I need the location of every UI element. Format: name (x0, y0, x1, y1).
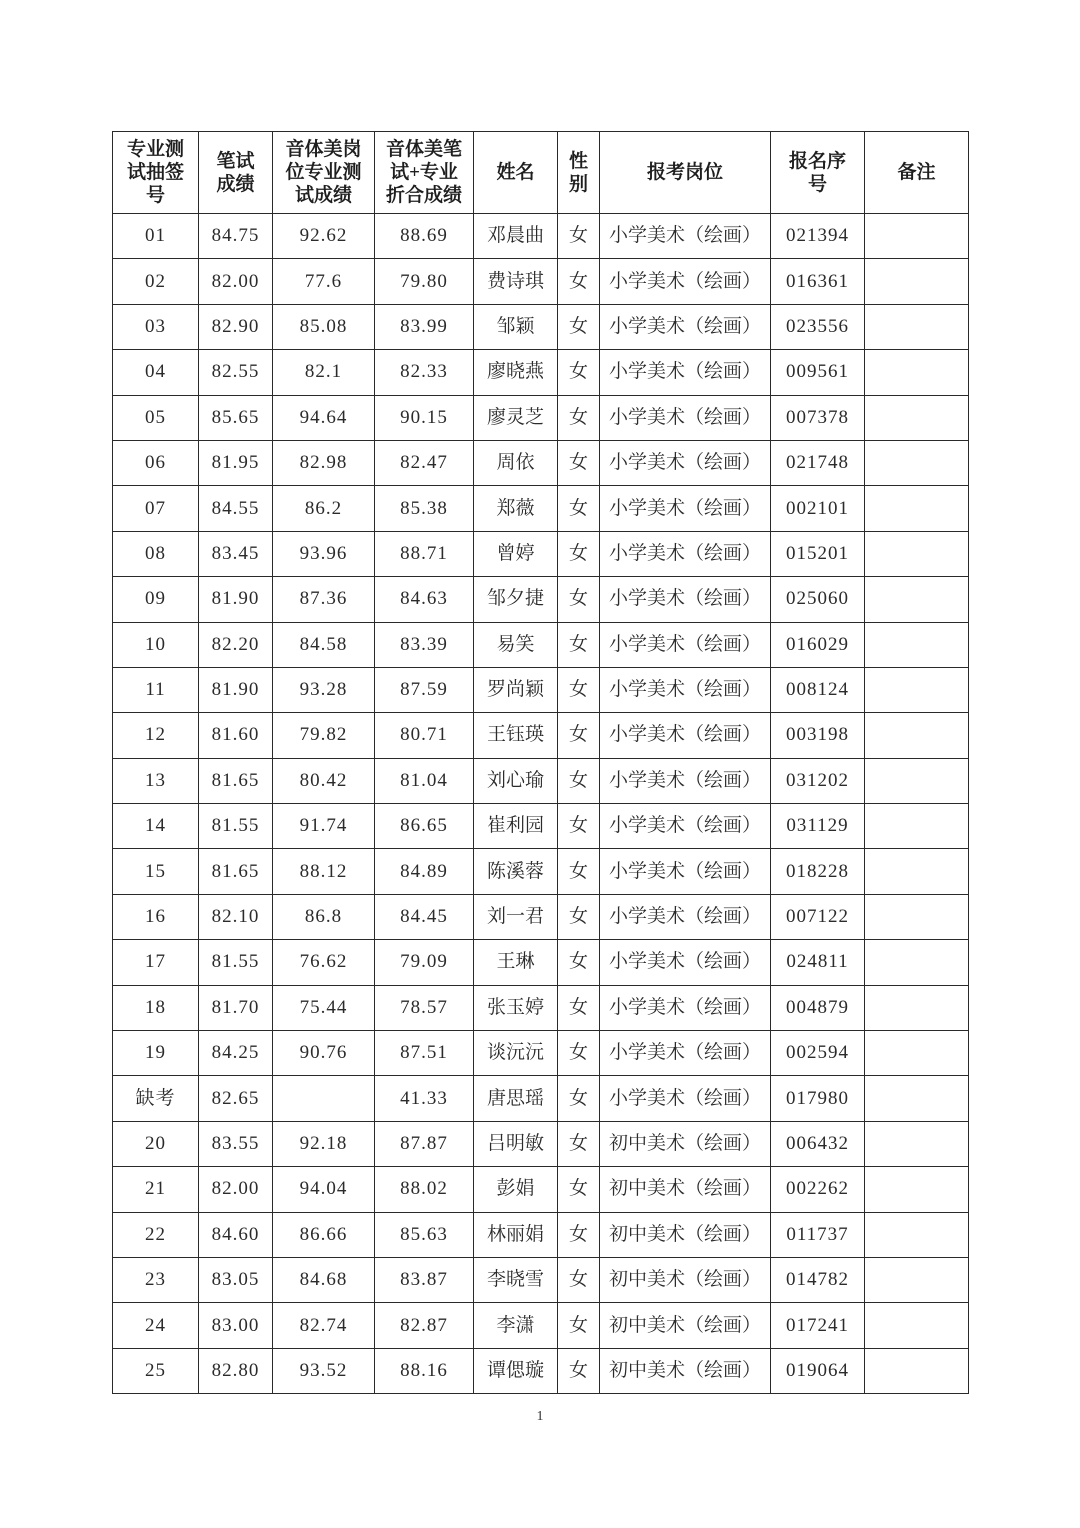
cell-remark (865, 440, 969, 485)
cell-gender: 女 (558, 395, 600, 440)
cell-draw-number: 03 (113, 304, 199, 349)
table-row (113, 531, 969, 576)
cell-combined-score: 85.38 (375, 486, 474, 531)
cell-name: 邓晨曲 (474, 214, 558, 259)
table-row (113, 486, 969, 531)
cell-written-score: 82.20 (199, 622, 273, 667)
cell-draw-number: 12 (113, 713, 199, 758)
table-row (113, 1167, 969, 1212)
cell-draw-number: 24 (113, 1303, 199, 1348)
table-row (113, 849, 969, 894)
cell-remark (865, 667, 969, 712)
table-row (113, 1303, 969, 1348)
cell-remark (865, 1167, 969, 1212)
cell-remark (865, 1031, 969, 1076)
cell-gender: 女 (558, 1303, 600, 1348)
cell-written-score: 83.05 (199, 1257, 273, 1302)
cell-written-score: 82.80 (199, 1348, 273, 1393)
page-number: 1 (536, 1409, 544, 1424)
cell-registration-number: 017241 (771, 1303, 865, 1348)
cell-combined-score: 84.89 (375, 849, 474, 894)
cell-position: 初中美术（绘画） (600, 1303, 771, 1348)
cell-remark (865, 1348, 969, 1393)
cell-remark (865, 304, 969, 349)
cell-name: 廖灵芝 (474, 395, 558, 440)
cell-written-score: 81.90 (199, 577, 273, 622)
cell-position: 小学美术（绘画） (600, 486, 771, 531)
cell-remark (865, 486, 969, 531)
cell-skill-score: 91.74 (273, 804, 375, 849)
header-remark: 备注 (865, 132, 969, 214)
cell-draw-number: 17 (113, 940, 199, 985)
cell-gender: 女 (558, 1348, 600, 1393)
cell-draw-number: 05 (113, 395, 199, 440)
cell-skill-score: 77.6 (273, 259, 375, 304)
cell-registration-number: 023556 (771, 304, 865, 349)
cell-name: 吕明敏 (474, 1121, 558, 1166)
cell-remark (865, 985, 969, 1030)
cell-position: 小学美术（绘画） (600, 1031, 771, 1076)
cell-skill-score: 86.8 (273, 894, 375, 939)
cell-gender: 女 (558, 1167, 600, 1212)
cell-registration-number: 002594 (771, 1031, 865, 1076)
cell-registration-number: 031129 (771, 804, 865, 849)
cell-name: 谈沅沅 (474, 1031, 558, 1076)
cell-written-score: 81.65 (199, 758, 273, 803)
cell-written-score: 82.65 (199, 1076, 273, 1121)
cell-remark (865, 713, 969, 758)
cell-name: 林丽娟 (474, 1212, 558, 1257)
cell-combined-score: 84.45 (375, 894, 474, 939)
cell-draw-number: 15 (113, 849, 199, 894)
cell-gender: 女 (558, 486, 600, 531)
cell-draw-number: 09 (113, 577, 199, 622)
table-row (113, 395, 969, 440)
table-row (113, 622, 969, 667)
cell-registration-number: 031202 (771, 758, 865, 803)
cell-draw-number: 10 (113, 622, 199, 667)
cell-remark (865, 350, 969, 395)
cell-skill-score: 84.58 (273, 622, 375, 667)
cell-gender: 女 (558, 304, 600, 349)
cell-remark (865, 259, 969, 304)
cell-registration-number: 014782 (771, 1257, 865, 1302)
cell-registration-number: 006432 (771, 1121, 865, 1166)
cell-registration-number: 009561 (771, 350, 865, 395)
cell-name: 谭偲璇 (474, 1348, 558, 1393)
cell-skill-score: 93.96 (273, 531, 375, 576)
cell-position: 小学美术（绘画） (600, 440, 771, 485)
table-header (113, 132, 969, 214)
cell-draw-number: 缺考 (113, 1076, 199, 1121)
cell-combined-score: 86.65 (375, 804, 474, 849)
cell-position: 小学美术（绘画） (600, 940, 771, 985)
cell-draw-number: 23 (113, 1257, 199, 1302)
cell-written-score: 81.60 (199, 713, 273, 758)
cell-skill-score: 88.12 (273, 849, 375, 894)
cell-gender: 女 (558, 713, 600, 758)
table-row (113, 1031, 969, 1076)
table-row (113, 894, 969, 939)
cell-position: 小学美术（绘画） (600, 849, 771, 894)
cell-draw-number: 07 (113, 486, 199, 531)
cell-gender: 女 (558, 1121, 600, 1166)
cell-gender: 女 (558, 214, 600, 259)
cell-skill-score: 82.74 (273, 1303, 375, 1348)
header-draw-number: 专业测 试抽签 号 (113, 132, 199, 214)
cell-gender: 女 (558, 531, 600, 576)
cell-name: 崔利园 (474, 804, 558, 849)
cell-name: 王琳 (474, 940, 558, 985)
cell-position: 小学美术（绘画） (600, 894, 771, 939)
cell-position: 初中美术（绘画） (600, 1121, 771, 1166)
cell-combined-score: 88.69 (375, 214, 474, 259)
cell-draw-number: 02 (113, 259, 199, 304)
cell-gender: 女 (558, 1031, 600, 1076)
cell-written-score: 81.90 (199, 667, 273, 712)
cell-gender: 女 (558, 804, 600, 849)
cell-name: 邹夕捷 (474, 577, 558, 622)
table-row (113, 667, 969, 712)
cell-position: 初中美术（绘画） (600, 1212, 771, 1257)
cell-written-score: 81.70 (199, 985, 273, 1030)
cell-registration-number: 004879 (771, 985, 865, 1030)
cell-draw-number: 01 (113, 214, 199, 259)
cell-registration-number: 016361 (771, 259, 865, 304)
cell-skill-score: 92.18 (273, 1121, 375, 1166)
table-row (113, 1348, 969, 1393)
cell-draw-number: 16 (113, 894, 199, 939)
cell-written-score: 84.25 (199, 1031, 273, 1076)
cell-gender: 女 (558, 440, 600, 485)
table-row (113, 214, 969, 259)
cell-combined-score: 82.33 (375, 350, 474, 395)
cell-skill-score: 87.36 (273, 577, 375, 622)
cell-combined-score: 85.63 (375, 1212, 474, 1257)
cell-combined-score: 79.80 (375, 259, 474, 304)
cell-remark (865, 1257, 969, 1302)
cell-registration-number: 018228 (771, 849, 865, 894)
cell-written-score: 82.00 (199, 259, 273, 304)
cell-combined-score: 83.39 (375, 622, 474, 667)
cell-name: 邹颖 (474, 304, 558, 349)
cell-position: 小学美术（绘画） (600, 531, 771, 576)
score-table (112, 131, 969, 1394)
cell-remark (865, 894, 969, 939)
cell-position: 小学美术（绘画） (600, 1076, 771, 1121)
cell-combined-score: 82.47 (375, 440, 474, 485)
table-row (113, 259, 969, 304)
cell-draw-number: 25 (113, 1348, 199, 1393)
cell-registration-number: 011737 (771, 1212, 865, 1257)
cell-draw-number: 11 (113, 667, 199, 712)
cell-name: 李潇 (474, 1303, 558, 1348)
cell-written-score: 82.90 (199, 304, 273, 349)
cell-gender: 女 (558, 849, 600, 894)
cell-registration-number: 025060 (771, 577, 865, 622)
table-row (113, 940, 969, 985)
cell-combined-score: 88.71 (375, 531, 474, 576)
header-written-score: 笔试 成绩 (199, 132, 273, 214)
cell-remark (865, 804, 969, 849)
cell-combined-score: 87.51 (375, 1031, 474, 1076)
header-skill-score: 音体美岗 位专业测 试成绩 (273, 132, 375, 214)
cell-skill-score: 82.1 (273, 350, 375, 395)
cell-written-score: 84.75 (199, 214, 273, 259)
header-name: 姓名 (474, 132, 558, 214)
cell-written-score: 82.55 (199, 350, 273, 395)
cell-name: 王钰瑛 (474, 713, 558, 758)
cell-draw-number: 14 (113, 804, 199, 849)
cell-combined-score: 81.04 (375, 758, 474, 803)
cell-remark (865, 1303, 969, 1348)
header-combined-score: 音体美笔 试+专业 折合成绩 (375, 132, 474, 214)
cell-registration-number: 016029 (771, 622, 865, 667)
cell-position: 小学美术（绘画） (600, 667, 771, 712)
cell-name: 彭娟 (474, 1167, 558, 1212)
cell-combined-score: 83.99 (375, 304, 474, 349)
cell-skill-score: 82.98 (273, 440, 375, 485)
cell-combined-score: 84.63 (375, 577, 474, 622)
cell-draw-number: 04 (113, 350, 199, 395)
table-row (113, 713, 969, 758)
cell-remark (865, 214, 969, 259)
cell-gender: 女 (558, 1076, 600, 1121)
cell-gender: 女 (558, 758, 600, 803)
cell-remark (865, 1076, 969, 1121)
cell-remark (865, 577, 969, 622)
cell-position: 小学美术（绘画） (600, 304, 771, 349)
cell-registration-number: 019064 (771, 1348, 865, 1393)
cell-remark (865, 531, 969, 576)
cell-name: 刘心瑜 (474, 758, 558, 803)
cell-draw-number: 20 (113, 1121, 199, 1166)
cell-registration-number: 021748 (771, 440, 865, 485)
cell-gender: 女 (558, 894, 600, 939)
cell-remark (865, 1121, 969, 1166)
cell-position: 小学美术（绘画） (600, 985, 771, 1030)
cell-remark (865, 940, 969, 985)
cell-name: 易笑 (474, 622, 558, 667)
cell-position: 小学美术（绘画） (600, 622, 771, 667)
cell-gender: 女 (558, 259, 600, 304)
cell-draw-number: 18 (113, 985, 199, 1030)
cell-skill-score: 80.42 (273, 758, 375, 803)
cell-registration-number: 017980 (771, 1076, 865, 1121)
cell-name: 唐思瑶 (474, 1076, 558, 1121)
table-row (113, 304, 969, 349)
cell-position: 小学美术（绘画） (600, 758, 771, 803)
header-position: 报考岗位 (600, 132, 771, 214)
cell-name: 刘一君 (474, 894, 558, 939)
cell-combined-score: 88.02 (375, 1167, 474, 1212)
cell-remark (865, 849, 969, 894)
cell-written-score: 81.55 (199, 940, 273, 985)
table-row (113, 758, 969, 803)
cell-skill-score: 86.66 (273, 1212, 375, 1257)
cell-combined-score: 79.09 (375, 940, 474, 985)
cell-name: 郑薇 (474, 486, 558, 531)
cell-combined-score: 80.71 (375, 713, 474, 758)
cell-skill-score: 93.52 (273, 1348, 375, 1393)
cell-position: 小学美术（绘画） (600, 804, 771, 849)
cell-written-score: 83.45 (199, 531, 273, 576)
cell-remark (865, 758, 969, 803)
cell-draw-number: 21 (113, 1167, 199, 1212)
cell-skill-score: 92.62 (273, 214, 375, 259)
cell-registration-number: 003198 (771, 713, 865, 758)
cell-skill-score: 84.68 (273, 1257, 375, 1302)
cell-gender: 女 (558, 577, 600, 622)
table-row (113, 1121, 969, 1166)
cell-written-score: 81.65 (199, 849, 273, 894)
cell-registration-number: 007378 (771, 395, 865, 440)
cell-registration-number: 015201 (771, 531, 865, 576)
cell-draw-number: 06 (113, 440, 199, 485)
table-row (113, 1257, 969, 1302)
cell-name: 廖晓燕 (474, 350, 558, 395)
cell-position: 初中美术（绘画） (600, 1167, 771, 1212)
cell-draw-number: 19 (113, 1031, 199, 1076)
cell-position: 小学美术（绘画） (600, 713, 771, 758)
cell-written-score: 84.55 (199, 486, 273, 531)
cell-written-score: 85.65 (199, 395, 273, 440)
cell-written-score: 84.60 (199, 1212, 273, 1257)
cell-name: 陈溪蓉 (474, 849, 558, 894)
table-row (113, 985, 969, 1030)
cell-skill-score (273, 1076, 375, 1121)
cell-gender: 女 (558, 940, 600, 985)
cell-skill-score: 79.82 (273, 713, 375, 758)
cell-skill-score: 93.28 (273, 667, 375, 712)
table-body (113, 214, 969, 1394)
table-row (113, 1076, 969, 1121)
cell-registration-number: 024811 (771, 940, 865, 985)
cell-draw-number: 08 (113, 531, 199, 576)
cell-name: 曾婷 (474, 531, 558, 576)
cell-name: 张玉婷 (474, 985, 558, 1030)
cell-written-score: 82.10 (199, 894, 273, 939)
table-row (113, 350, 969, 395)
cell-gender: 女 (558, 985, 600, 1030)
cell-name: 周依 (474, 440, 558, 485)
cell-combined-score: 87.87 (375, 1121, 474, 1166)
cell-draw-number: 22 (113, 1212, 199, 1257)
table-row (113, 1212, 969, 1257)
cell-written-score: 83.00 (199, 1303, 273, 1348)
cell-gender: 女 (558, 1212, 600, 1257)
cell-registration-number: 002262 (771, 1167, 865, 1212)
cell-name: 李晓雪 (474, 1257, 558, 1302)
cell-position: 初中美术（绘画） (600, 1257, 771, 1302)
cell-registration-number: 002101 (771, 486, 865, 531)
cell-registration-number: 007122 (771, 894, 865, 939)
cell-combined-score: 83.87 (375, 1257, 474, 1302)
cell-gender: 女 (558, 350, 600, 395)
cell-written-score: 81.55 (199, 804, 273, 849)
cell-skill-score: 86.2 (273, 486, 375, 531)
cell-name: 费诗琪 (474, 259, 558, 304)
cell-registration-number: 008124 (771, 667, 865, 712)
cell-skill-score: 76.62 (273, 940, 375, 985)
cell-skill-score: 85.08 (273, 304, 375, 349)
cell-registration-number: 021394 (771, 214, 865, 259)
cell-draw-number: 13 (113, 758, 199, 803)
cell-combined-score: 88.16 (375, 1348, 474, 1393)
cell-remark (865, 622, 969, 667)
cell-skill-score: 75.44 (273, 985, 375, 1030)
cell-written-score: 83.55 (199, 1121, 273, 1166)
cell-remark (865, 395, 969, 440)
cell-skill-score: 94.04 (273, 1167, 375, 1212)
cell-position: 小学美术（绘画） (600, 214, 771, 259)
cell-position: 小学美术（绘画） (600, 577, 771, 622)
cell-written-score: 82.00 (199, 1167, 273, 1212)
header-gender: 性 别 (558, 132, 600, 214)
cell-skill-score: 94.64 (273, 395, 375, 440)
cell-combined-score: 90.15 (375, 395, 474, 440)
cell-name: 罗尚颖 (474, 667, 558, 712)
cell-gender: 女 (558, 1257, 600, 1302)
cell-position: 初中美术（绘画） (600, 1348, 771, 1393)
cell-combined-score: 78.57 (375, 985, 474, 1030)
cell-remark (865, 1212, 969, 1257)
table-row (113, 804, 969, 849)
cell-position: 小学美术（绘画） (600, 350, 771, 395)
table-row (113, 440, 969, 485)
cell-skill-score: 90.76 (273, 1031, 375, 1076)
header-registration-number: 报名序 号 (771, 132, 865, 214)
cell-written-score: 81.95 (199, 440, 273, 485)
cell-position: 小学美术（绘画） (600, 259, 771, 304)
cell-gender: 女 (558, 667, 600, 712)
cell-gender: 女 (558, 622, 600, 667)
cell-combined-score: 82.87 (375, 1303, 474, 1348)
table-row (113, 577, 969, 622)
cell-combined-score: 41.33 (375, 1076, 474, 1121)
cell-combined-score: 87.59 (375, 667, 474, 712)
header-row (113, 132, 969, 214)
cell-position: 小学美术（绘画） (600, 395, 771, 440)
